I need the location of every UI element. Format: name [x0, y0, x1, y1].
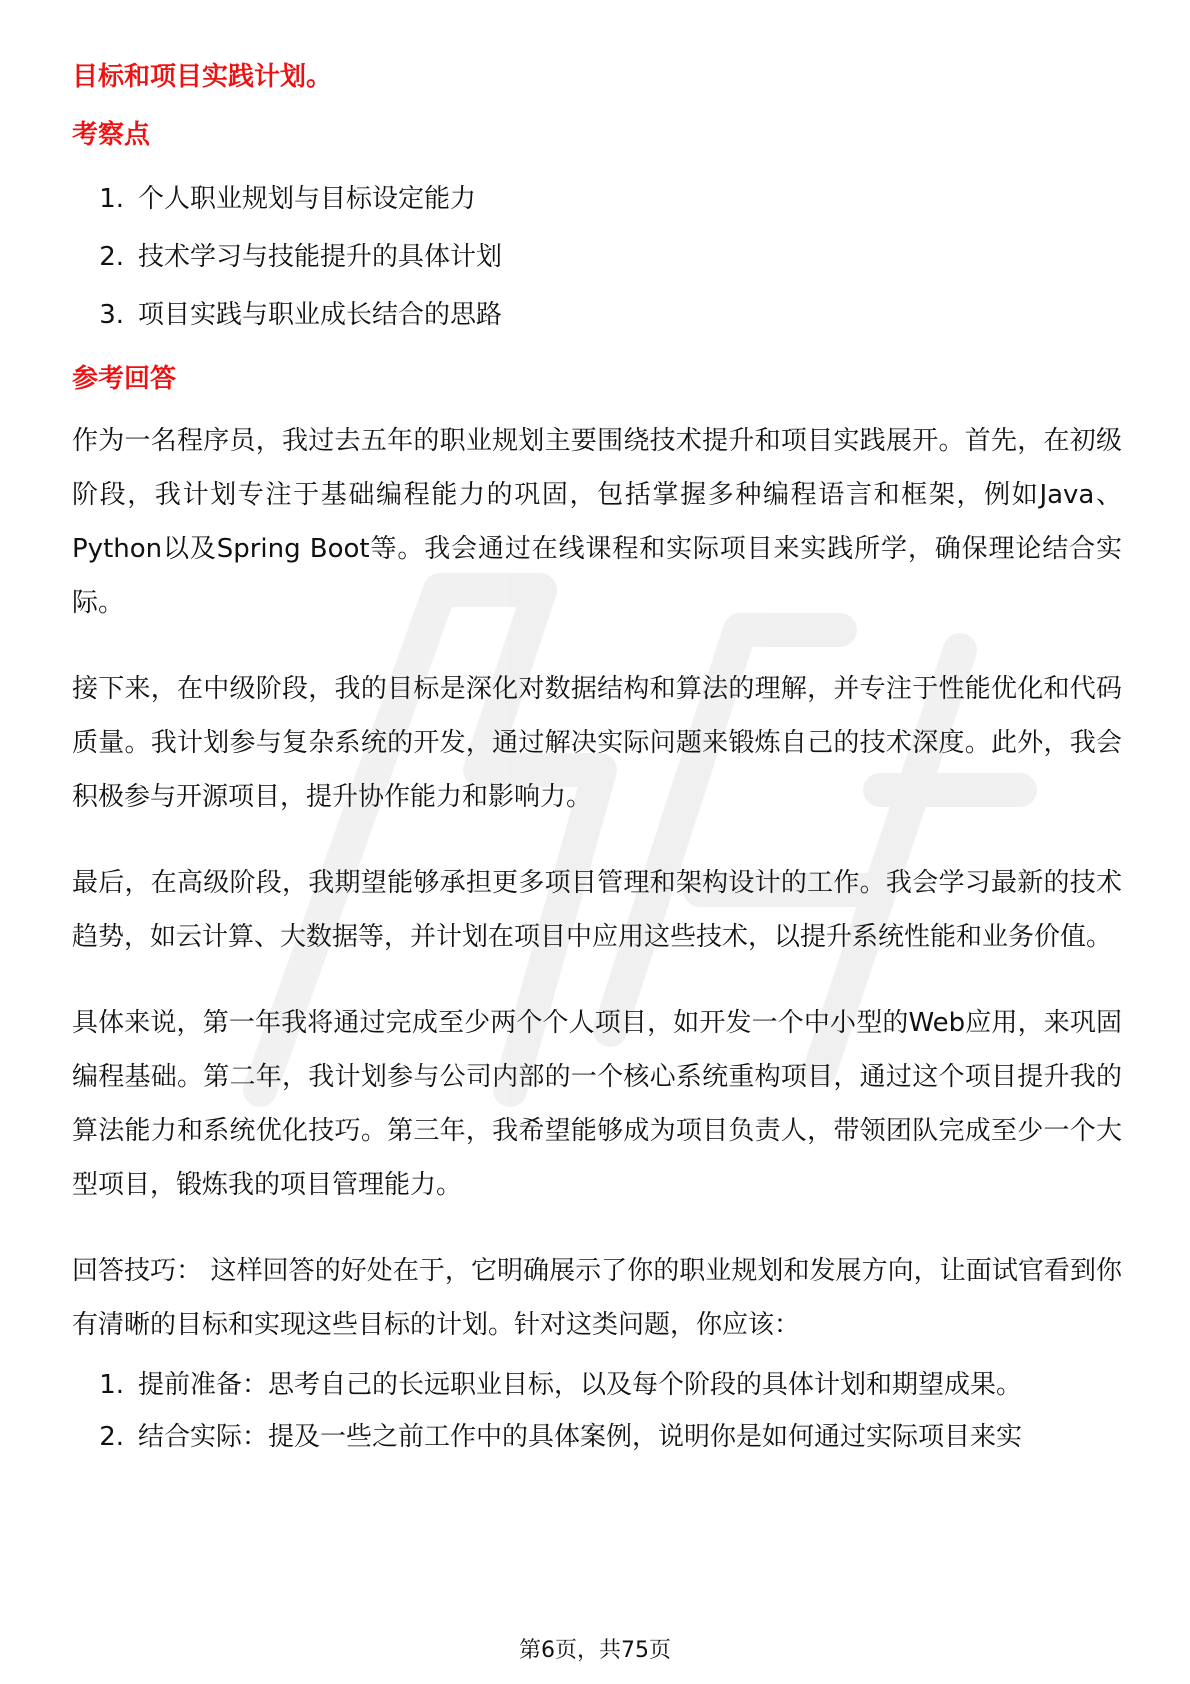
list-item — [72, 1418, 1122, 1456]
list-item — [72, 296, 1122, 334]
list-number: 2. — [99, 242, 124, 272]
document-content — [72, 58, 1122, 1470]
tips-list — [72, 1366, 1122, 1456]
page-footer: 第6页，共75页 — [519, 1638, 671, 1663]
answer-paragraph: 接下来，在中级阶段，我的目标是深化对数据结构和算法的理解，并专注于性能优化和代码质量。我计划参与复杂系统的开发，通过解决实际问题来锻炼自己的技术深度。此外，我会积极参与开源项目，提升协作能力和影响力。 — [72, 674, 1122, 812]
document-title: 目标和项目实践计划。 — [72, 62, 333, 92]
list-item — [72, 238, 1122, 276]
answer-paragraph: 作为一名程序员，我过去五年的职业规划主要围绕技术提升和项目实践展开。首先，在初级阶段，我计划专注于基础编程能力的巩固，包括掌握多种编程语言和框架，例如Java、Python以及Spring Boot等。我会通过在线课程和实际项目来实践所学，确保理论结合实际。 — [72, 426, 1122, 618]
list-number: 3. — [99, 300, 124, 330]
answer-heading: 参考回答 — [72, 364, 177, 394]
list-item — [72, 1366, 1122, 1404]
list-text: 结合实际：提及一些之前工作中的具体案例，说明你是如何通过实际项目来实 — [138, 1422, 1023, 1452]
list-text: 个人职业规划与目标设定能力 — [138, 184, 477, 214]
list-number: 1. — [99, 1370, 124, 1400]
list-number: 2. — [99, 1422, 124, 1452]
list-number: 1. — [99, 184, 124, 214]
list-text: 技术学习与技能提升的具体计划 — [138, 242, 503, 272]
answer-paragraph: 具体来说，第一年我将通过完成至少两个个人项目，如开发一个中小型的Web应用，来巩固编程基础。第二年，我计划参与公司内部的一个核心系统重构项目，通过这个项目提升我的算法能力和系统优化技巧。第三年，我希望能够成为项目负责人，带领团队完成至少一个大型项目，锻炼我的项目管理能力。 — [72, 1008, 1122, 1200]
tips-intro-paragraph: 回答技巧： 这样回答的好处在于，它明确展示了你的职业规划和发展方向，让面试官看到你有清晰的目标和实现这些目标的计划。针对这类问题，你应该： — [72, 1256, 1122, 1340]
exam-points-list — [72, 180, 1122, 334]
list-text: 项目实践与职业成长结合的思路 — [138, 300, 503, 330]
answer-paragraph: 最后，在高级阶段，我期望能够承担更多项目管理和架构设计的工作。我会学习最新的技术趋势，如云计算、大数据等，并计划在项目中应用这些技术，以提升系统性能和业务价值。 — [72, 868, 1122, 952]
list-text: 提前准备：思考自己的长远职业目标，以及每个阶段的具体计划和期望成果。 — [138, 1370, 1023, 1400]
list-item — [72, 180, 1122, 218]
exam-points-heading: 考察点 — [72, 120, 151, 150]
